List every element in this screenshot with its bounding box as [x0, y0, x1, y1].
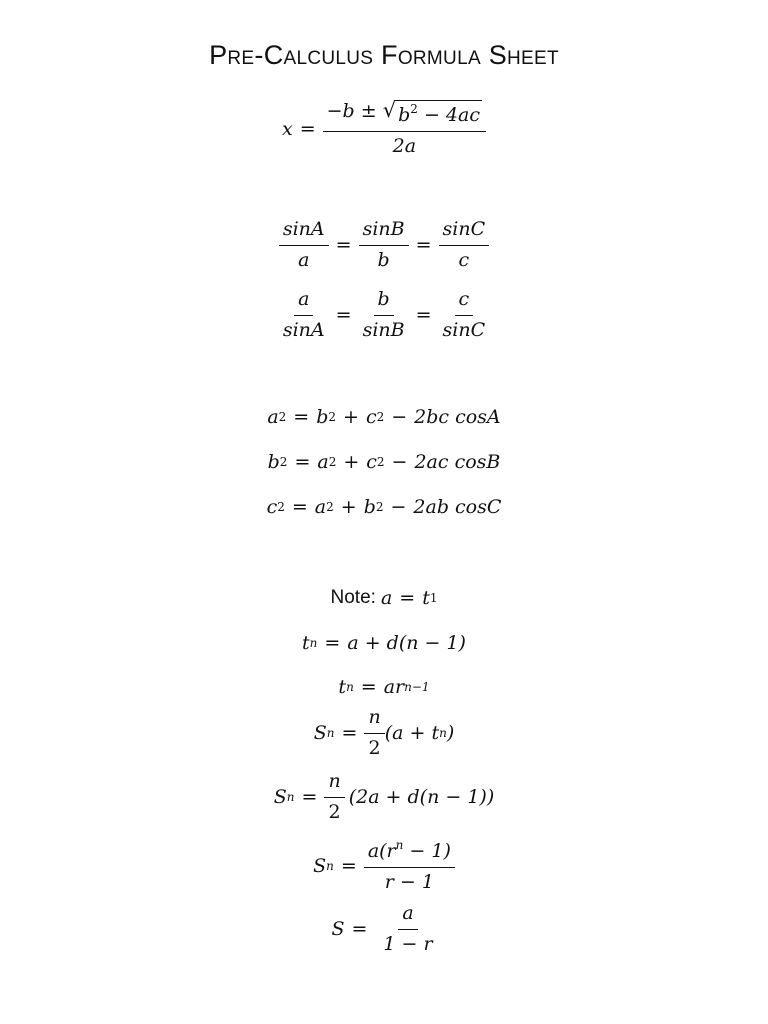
term-2: b	[363, 496, 376, 518]
lhs: S	[313, 855, 327, 878]
numerator: n	[324, 770, 344, 798]
rhs: ar	[383, 676, 405, 698]
term-1: a	[317, 451, 329, 473]
radicand	[396, 100, 482, 128]
note-label: Note:	[330, 587, 376, 608]
arithmetic-sum-formula-1: S n = $\frac{n}{2}$ (a + t n )	[313, 706, 455, 759]
term-2: c	[366, 451, 377, 473]
geometric-term-formula: t n = ar n−1	[338, 676, 430, 698]
exponent: 2	[277, 500, 285, 514]
quadratic-denominator: 2a	[392, 134, 417, 157]
quadratic-lhs: x	[282, 118, 293, 141]
radicand-exponent: 2	[410, 102, 418, 116]
fraction-3	[439, 288, 490, 343]
lhs-subscript: n	[286, 790, 295, 805]
denominator: c	[458, 248, 470, 271]
term-3: 2ac cosB	[414, 451, 501, 473]
exponent: 2	[279, 455, 288, 469]
lhs: t	[302, 632, 310, 654]
fraction-2	[359, 218, 409, 273]
lhs: S	[313, 722, 327, 745]
numerator-tail: − 1)	[403, 840, 451, 862]
geometric-sum-fraction	[364, 838, 455, 895]
fraction-2	[359, 288, 409, 343]
equals-sign: =	[299, 118, 316, 141]
numerator	[364, 838, 455, 868]
numerator: c	[455, 288, 474, 316]
exponent: 2	[326, 500, 334, 514]
numerator: a	[294, 288, 313, 316]
cosine-law-c: c 2 = a 2 + b 2 − 2ab cosC	[266, 496, 502, 518]
quadratic-fraction	[323, 100, 486, 159]
numerator-prefix: −b ±	[326, 100, 383, 122]
denominator: r − 1	[384, 870, 434, 893]
lhs: S	[331, 918, 345, 941]
denominator: b	[377, 248, 390, 271]
radicand-tail: − 4ac	[417, 104, 480, 126]
equals-sign: =	[335, 304, 352, 327]
paren-subscript: n	[439, 726, 447, 741]
half-fraction	[364, 706, 384, 761]
note-lhs: a	[380, 587, 393, 609]
rhs-exponent: n−1	[404, 680, 430, 694]
numerator-exponent: n	[395, 838, 404, 852]
rhs: a + d(n − 1)	[347, 632, 466, 654]
sine-law-ratio	[0, 218, 768, 273]
quadratic-numerator	[323, 100, 486, 132]
numerator: sinA	[279, 218, 329, 246]
denominator: 1 − r	[383, 932, 433, 955]
numerator: b	[374, 288, 394, 316]
term-1: a	[314, 496, 327, 518]
page-title: Pre-Calculus Formula Sheet	[209, 40, 559, 70]
fraction-1	[279, 288, 329, 343]
denominator: sinB	[362, 318, 405, 341]
denominator: 2	[368, 736, 381, 759]
exponent: 2	[278, 410, 287, 424]
term-1: b	[316, 406, 329, 428]
lhs-subscript: n	[309, 636, 318, 650]
numerator: sinC	[439, 218, 490, 246]
fraction-1	[279, 218, 329, 273]
fraction-3	[439, 218, 490, 273]
arithmetic-sum-formula-2: S n = $\frac{n}{2}$ (2a + d(n − 1))	[273, 770, 495, 823]
denominator: 2	[328, 800, 341, 823]
paren-expression: (2a + d(n − 1))	[348, 786, 495, 809]
quadratic-formula	[0, 100, 768, 159]
exponent: 2	[376, 455, 385, 469]
infinite-sum-fraction	[379, 902, 436, 957]
arithmetic-term-formula: t n = a + d(n − 1)	[302, 632, 466, 654]
numerator: sinB	[359, 218, 409, 246]
paren-expression: (a + t	[384, 722, 440, 745]
variable: b	[267, 451, 280, 473]
cosine-law-a: a 2 = b 2 + c 2 − 2bc cosA	[267, 406, 501, 428]
note-rhs: t	[422, 587, 430, 609]
exponent: 2	[328, 455, 337, 469]
variable: c	[266, 496, 278, 518]
equals-sign: =	[415, 234, 432, 257]
numerator: n	[364, 706, 384, 734]
denominator: sinC	[442, 318, 486, 341]
lhs: S	[273, 786, 287, 809]
variable: a	[267, 406, 279, 428]
numerator: a	[398, 902, 417, 930]
lhs-subscript: n	[326, 859, 334, 874]
denominator: sinA	[282, 318, 325, 341]
term-2: c	[365, 406, 377, 428]
geometric-sum-formula: S n = $\frac{a(r^n - 1)}{r - 1}$	[0, 838, 768, 895]
lhs: t	[338, 676, 347, 698]
denominator: a	[298, 248, 310, 271]
exponent: 2	[376, 410, 385, 424]
sine-law-inverse	[0, 288, 768, 343]
radical-sign-icon: √	[382, 98, 397, 122]
term-3: 2bc cosA	[414, 406, 501, 428]
note-line: Note: a = t 1	[330, 587, 438, 609]
equals-sign: =	[335, 234, 352, 257]
radicand-base: b	[398, 104, 411, 126]
paren-close: )	[446, 722, 455, 745]
numerator-base: a(r	[367, 840, 396, 862]
exponent: 2	[375, 500, 384, 514]
term-3: 2ab cosC	[413, 496, 502, 518]
lhs-subscript: n	[326, 726, 335, 741]
exponent: 2	[328, 410, 337, 424]
note-rhs-subscript: 1	[429, 591, 438, 605]
cosine-law-b: b 2 = a 2 + c 2 − 2ac cosB	[267, 451, 501, 473]
square-root	[383, 100, 482, 128]
lhs-subscript: n	[346, 680, 354, 694]
half-fraction	[324, 770, 344, 825]
infinite-geometric-sum-formula: S = $\frac{a}{1 - r}$	[0, 902, 768, 957]
equals-sign: =	[415, 304, 432, 327]
